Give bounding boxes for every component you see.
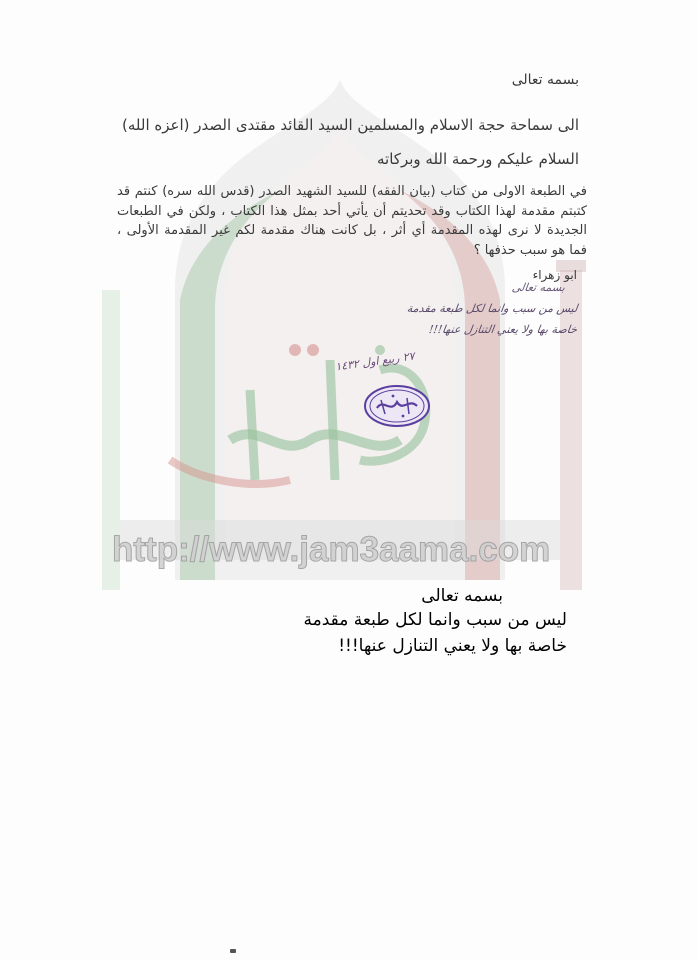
transcription-line-1: ليس من سبب وانما لكل طبعة مقدمة	[303, 610, 567, 630]
transcription-line-2: خاصة بها ولا يعني التنازل عنها!!!	[338, 636, 567, 656]
letter-recipient: الى سماحة حجة الاسلام والمسلمين السيد القائد مقتدى الصدر (اعزه الله)	[122, 116, 579, 134]
transcription-heading: بسمه تعالى	[421, 586, 503, 606]
letter-heading: بسمه تعالى	[511, 72, 579, 88]
handwritten-date: ٢٧ ربيع اول ١٤٣٢	[334, 349, 416, 374]
watermark-url: http://www.jam3aama.com	[112, 530, 551, 569]
letter-signer: ابو زهراء	[532, 268, 577, 282]
page-mark	[230, 949, 236, 953]
handwritten-line-1: ليس من سبب وانما لكل طبعة مقدمة	[405, 302, 578, 315]
handwritten-line-2: خاصة بها ولا يعني التنازل عنها!!!	[428, 323, 578, 336]
letter-body: في الطبعة الاولى من كتاب (بيان الفقه) للسيد الشهيد الصدر (قدس الله سره) كنتم قد كتبتم مقدمة لهذا الكتاب وقد تحديتم أن يأتي أحد بمثل هذا الكتاب ، ولكن في الطبعات الجديدة لا نرى لهذه المقدمة أي أثر ، بل كانت هناك مقدمة لكم غير المقدمة الأولى ، فما هو سبب حذفها ؟	[117, 184, 587, 258]
handwritten-heading: بسمه تعالى	[511, 281, 566, 294]
letter-greeting: السلام عليكم ورحمة الله وبركاته	[377, 150, 579, 168]
office-seal-stamp	[363, 384, 431, 428]
